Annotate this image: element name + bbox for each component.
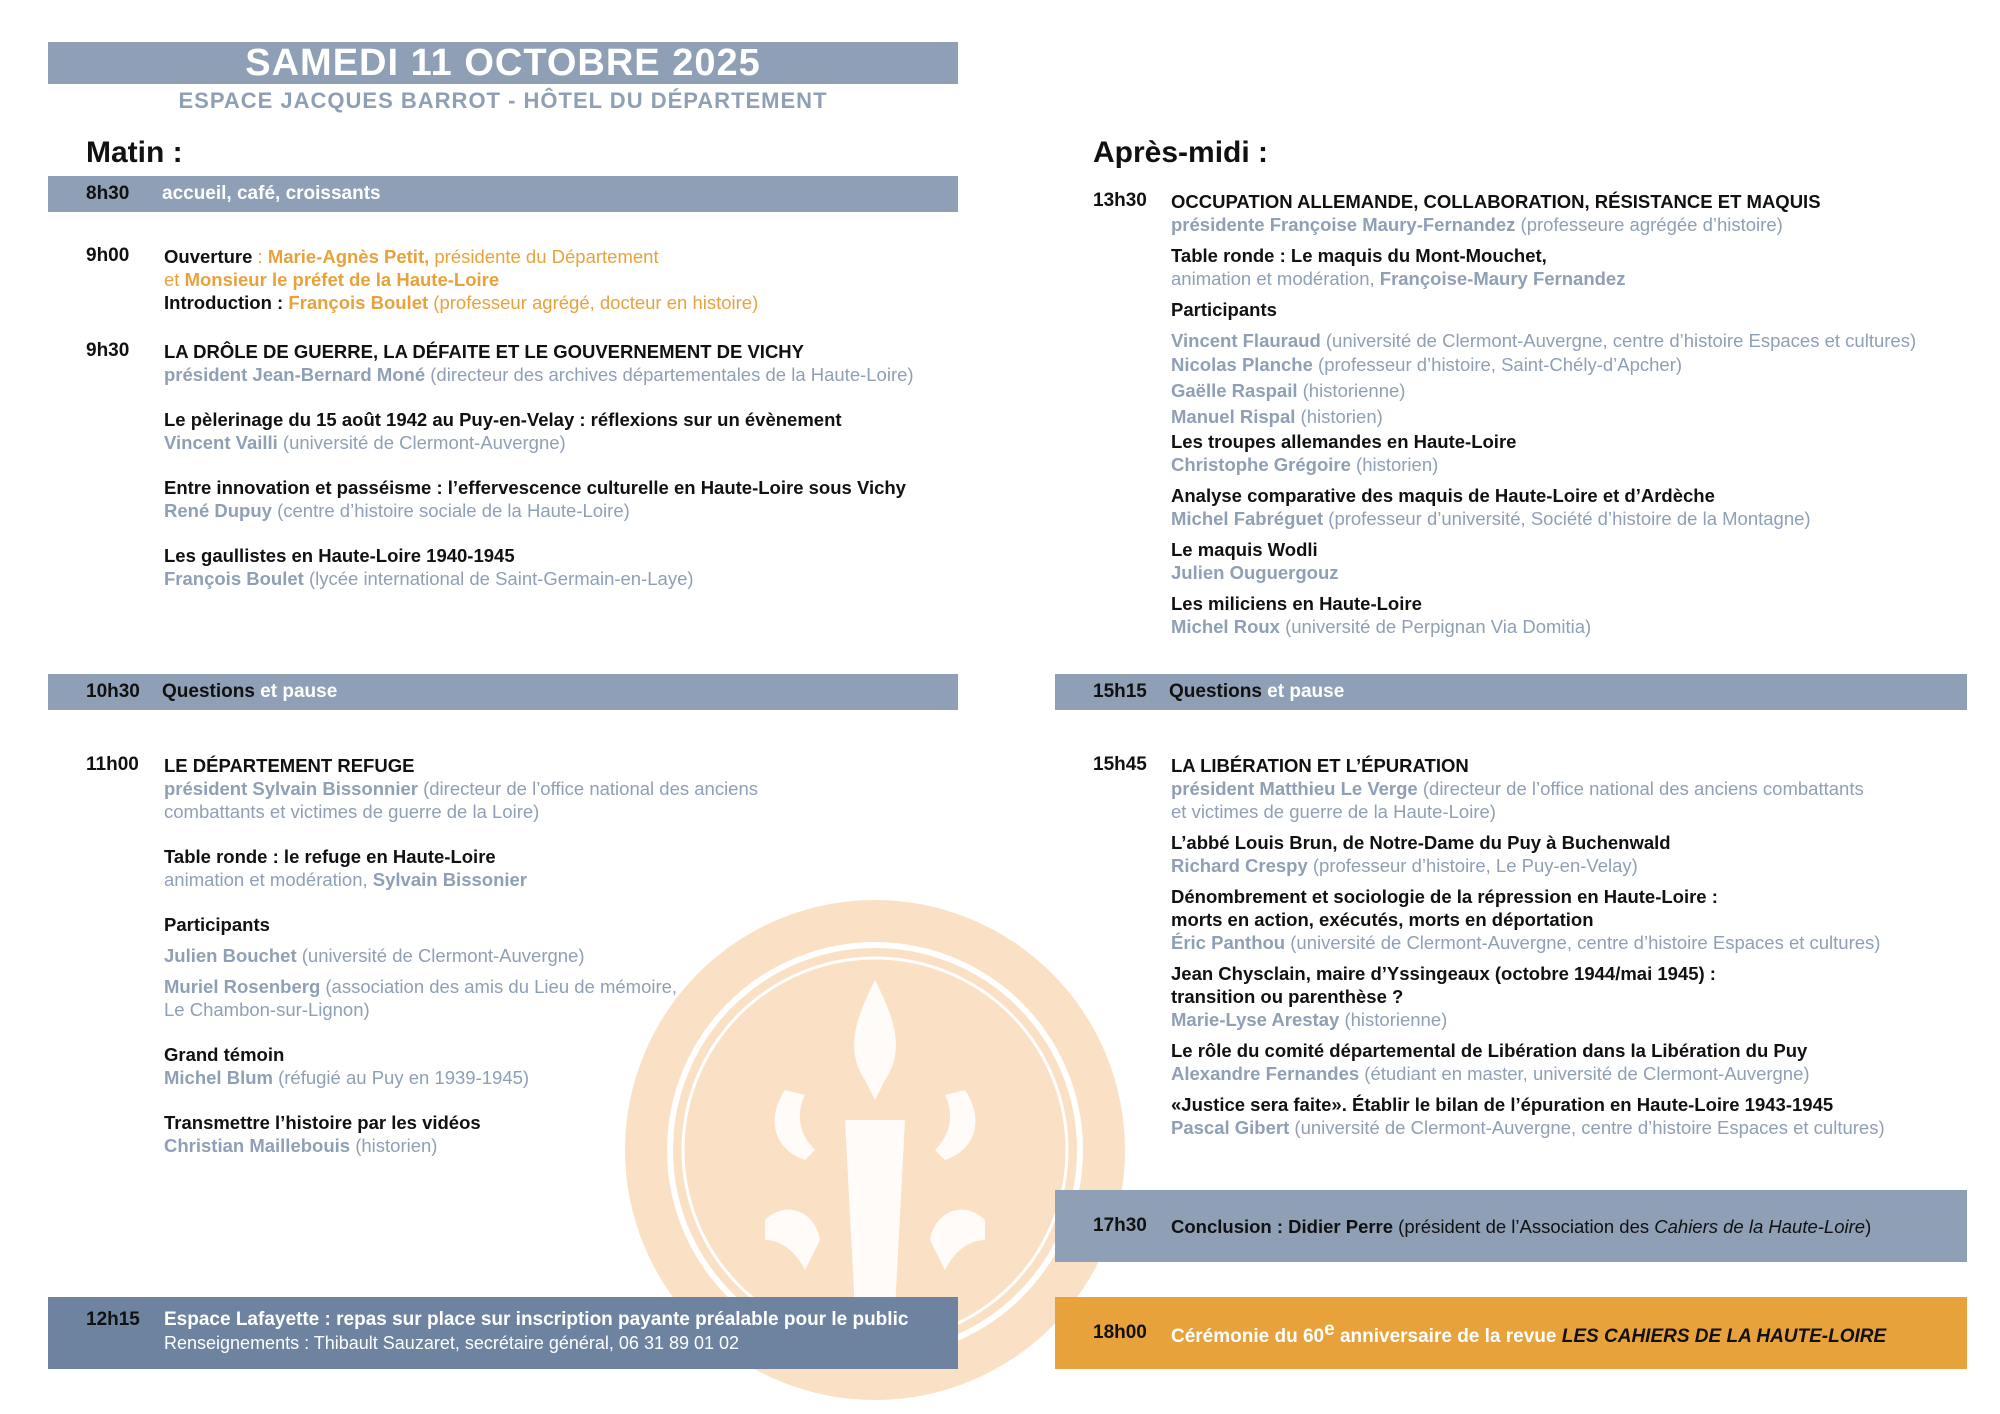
- talk-chysclain-speaker: Marie-Lyse Arestay: [1171, 1009, 1340, 1030]
- occupation-time: 13h30: [1093, 190, 1147, 211]
- occupation-table-ronde: Table ronde : Le maquis du Mont-Mouchet,: [1171, 245, 1547, 266]
- grand-temoin-label: Grand témoin: [164, 1044, 285, 1065]
- morning-pause-bar: [48, 674, 958, 710]
- morning-pause-label: et pause: [254, 681, 338, 702]
- intro-speaker: François Boulet: [283, 292, 429, 313]
- participant-rosenberg: Muriel Rosenberg: [164, 976, 321, 997]
- talk-wodli-speaker: Julien Ouguergouz: [1171, 562, 1339, 583]
- conclusion-role-italic: Cahiers de la Haute-Loire: [1654, 1215, 1866, 1237]
- liberation-president: président Matthieu Le Verge: [1171, 778, 1418, 799]
- conclusion-role-a: (président de l’Association des: [1393, 1215, 1655, 1237]
- talk-repression-speaker: Éric Panthou: [1171, 932, 1286, 953]
- participant-raspail-role: (historienne): [1297, 380, 1406, 401]
- lunch-bar: [48, 1297, 958, 1369]
- talk-troupes: Les troupes allemandes en Haute-Loire: [1171, 431, 1517, 452]
- talk-justice: «Justice sera faite». Établir le bilan de l’épuration en Haute-Loire 1943-1945: [1171, 1094, 1834, 1115]
- grand-temoin-name: Michel Blum: [164, 1067, 273, 1088]
- ceremony-label-a: Cérémonie du 60: [1171, 1326, 1325, 1348]
- conclusion-time: 17h30: [1093, 1215, 1147, 1236]
- participant-rosenberg-role: (association des amis du Lieu de mémoire,: [320, 976, 678, 997]
- refuge-table-ronde-label: Table ronde: [164, 846, 268, 867]
- talk-videos-speaker: Christian Maillebouis: [164, 1135, 351, 1156]
- occupation-president: présidente Françoise Maury-Fernandez: [1171, 214, 1516, 235]
- talk-troupes-speaker: Christophe Grégoire: [1171, 454, 1351, 475]
- ceremony-revue-name: LES CAHIERS DE LA HAUTE-LOIRE: [1561, 1326, 1887, 1348]
- morning-title: Matin :: [86, 136, 183, 169]
- participant-bouchet: Julien Bouchet: [164, 945, 297, 966]
- participant-bouchet-role: (université de Clermont-Auvergne): [296, 945, 585, 966]
- participant-planche: Nicolas Planche: [1171, 354, 1313, 375]
- liberation-title: LA LIBÉRATION ET L’ÉPURATION: [1171, 755, 1469, 776]
- talk-comite: Le rôle du comité départemental de Libération dans la Libération du Puy: [1171, 1040, 1808, 1061]
- session-vichy: [86, 340, 966, 590]
- talk-culture-role: (centre d’histoire sociale de la Haute-Loire): [271, 500, 630, 521]
- occupation-president-role: (professeure agrégée d’histoire): [1515, 214, 1783, 235]
- ceremony-bar: [1055, 1297, 1967, 1369]
- participant-rosenberg-role-2: Le Chambon-sur-Lignon): [164, 999, 370, 1020]
- lunch-label: Espace Lafayette : repas sur place sur inscription payante préalable pour le public: [164, 1309, 909, 1330]
- opening-speaker: Marie-Agnès Petit,: [267, 246, 430, 267]
- welcome-bar: [48, 176, 958, 212]
- lunch-contact: Renseignements : Thibault Sauzaret, secrétaire général, 06 31 89 01 02: [164, 1333, 740, 1353]
- talk-comite-speaker: Alexandre Fernandes: [1171, 1063, 1360, 1084]
- talk-miliciens-role: (université de Perpignan Via Domitia): [1279, 616, 1592, 637]
- talk-pelerinage: Le pèlerinage du 15 août 1942 au Puy-en-Velay : réflexions sur un évènement: [164, 409, 842, 430]
- talk-justice-speaker: Pascal Gibert: [1171, 1117, 1290, 1138]
- participant-rispal-role: (historien): [1295, 406, 1383, 427]
- opening-sep: :: [252, 246, 268, 267]
- refuge-participants-label: Participants: [164, 914, 270, 935]
- vichy-president: président Jean-Bernard Moné: [164, 364, 426, 385]
- morning-pause-time: 10h30: [86, 681, 140, 702]
- refuge-time: 11h00: [86, 754, 139, 775]
- talk-videos-role: (historien): [350, 1135, 438, 1156]
- liberation-president-role: (directeur de l’office national des anciens combattants: [1417, 778, 1864, 799]
- talk-chysclain: Jean Chysclain, maire d’Yssingeaux (octobre 1944/mai 1945) :: [1171, 963, 1716, 984]
- session-liberation: [1093, 754, 1973, 1139]
- talk-gaullistes-speaker: François Boulet: [164, 568, 304, 589]
- talk-justice-role: (université de Clermont-Auvergne, centre d’histoire Espaces et cultures): [1289, 1117, 1885, 1138]
- talk-miliciens-speaker: Michel Roux: [1171, 616, 1280, 637]
- participant-planche-role: (professeur d’histoire, Saint-Chély-d’Apcher): [1312, 354, 1683, 375]
- talk-repression-role: (université de Clermont-Auvergne, centre d’histoire Espaces et cultures): [1285, 932, 1881, 953]
- conclusion-role-b: ): [1865, 1215, 1872, 1237]
- participant-flauraud-role: (université de Clermont-Auvergne, centre d’histoire Espaces et cultures): [1320, 330, 1917, 351]
- talk-videos: Transmettre l’histoire par les vidéos: [164, 1112, 481, 1133]
- liberation-president-role-2: et victimes de guerre de la Haute-Loire): [1171, 801, 1496, 822]
- afternoon-pause-bar: [1055, 674, 1967, 710]
- refuge-table-ronde-title: : le refuge en Haute-Loire: [267, 846, 496, 867]
- refuge-animation-name: Sylvain Bissonier: [367, 869, 527, 890]
- talk-repression: Dénombrement et sociologie de la répression en Haute-Loire :: [1171, 886, 1718, 907]
- talk-troupes-role: (historien): [1350, 454, 1439, 475]
- lunch-time: 12h15: [86, 1309, 140, 1330]
- talk-culture-speaker: René Dupuy: [164, 500, 272, 521]
- afternoon-questions: Questions: [1169, 681, 1262, 702]
- ceremony-label-b: anniversaire de la revue: [1334, 1326, 1562, 1348]
- welcome-time: 8h30: [86, 183, 130, 204]
- opening-label: Ouverture: [164, 246, 253, 267]
- conclusion-bar: [1055, 1190, 1967, 1262]
- grand-temoin-role: (réfugié au Puy en 1939-1945): [272, 1067, 530, 1088]
- date-banner: SAMEDI 11 OCTOBRE 2025: [48, 42, 958, 84]
- refuge-title: LE DÉPARTEMENT REFUGE: [164, 755, 415, 776]
- talk-maquis-comparatif-speaker: Michel Fabréguet: [1171, 508, 1324, 529]
- occupation-participants-label: Participants: [1171, 299, 1277, 320]
- opening-prefet: Monsieur le préfet de la Haute-Loire: [184, 269, 500, 290]
- occupation-title: OCCUPATION ALLEMANDE, COLLABORATION, RÉSISTANCE ET MAQUIS: [1171, 191, 1821, 212]
- talk-wodli: Le maquis Wodli: [1171, 539, 1318, 560]
- talk-miliciens: Les miliciens en Haute-Loire: [1171, 593, 1422, 614]
- vichy-title: LA DRÔLE DE GUERRE, LA DÉFAITE ET LE GOUVERNEMENT DE VICHY: [164, 341, 805, 362]
- venue-subtitle: ESPACE JACQUES BARROT - HÔTEL DU DÉPARTEMENT: [178, 88, 828, 113]
- vichy-president-role: (directeur des archives départementales de la Haute-Loire): [425, 364, 914, 385]
- talk-maquis-comparatif: Analyse comparative des maquis de Haute-Loire et d’Ardèche: [1171, 485, 1715, 506]
- opening-time: 9h00: [86, 245, 130, 266]
- intro-label: Introduction :: [164, 292, 284, 313]
- participant-rispal: Manuel Rispal: [1171, 406, 1296, 427]
- participant-flauraud: Vincent Flauraud: [1171, 330, 1321, 351]
- occupation-animation-name: Françoise-Maury Fernandez: [1374, 268, 1626, 289]
- ceremony-sup: e: [1324, 1318, 1335, 1340]
- talk-chysclain-role: (historienne): [1339, 1009, 1448, 1030]
- welcome-label: accueil, café, croissants: [162, 183, 381, 204]
- talk-pelerinage-speaker: Vincent Vailli: [164, 432, 278, 453]
- occupation-animation: animation et modération,: [1171, 268, 1375, 289]
- talk-pelerinage-role: (université de Clermont-Auvergne): [277, 432, 566, 453]
- talk-gaullistes-role: (lycée international de Saint-Germain-en-Laye): [303, 568, 694, 589]
- morning-questions: Questions: [162, 681, 255, 702]
- session-occupation: [1093, 190, 1973, 638]
- vichy-time: 9h30: [86, 340, 130, 361]
- afternoon-title: Après-midi :: [1093, 136, 1269, 169]
- talk-culture: Entre innovation et passéisme : l’effervescence culturelle en Haute-Loire sous Vichy: [164, 477, 906, 498]
- refuge-president-role-2: combattants et victimes de guerre de la Loire): [164, 801, 540, 822]
- talk-comite-role: (étudiant en master, université de Clermont-Auvergne): [1359, 1063, 1810, 1084]
- session-opening: [86, 245, 966, 314]
- talk-brun-role: (professeur d’histoire, Le Puy-en-Velay): [1307, 855, 1638, 876]
- talk-brun-speaker: Richard Crespy: [1171, 855, 1308, 876]
- intro-speaker-role: (professeur agrégé, docteur en histoire): [428, 292, 759, 313]
- opening-et: et: [164, 269, 185, 290]
- afternoon-pause-label: et pause: [1261, 681, 1345, 702]
- afternoon-pause-time: 15h15: [1093, 681, 1147, 702]
- talk-repression-2: morts en action, exécutés, morts en déportation: [1171, 909, 1594, 930]
- talk-chysclain-2: transition ou parenthèse ?: [1171, 986, 1404, 1007]
- liberation-time: 15h45: [1093, 754, 1147, 775]
- talk-gaullistes: Les gaullistes en Haute-Loire 1940-1945: [164, 545, 515, 566]
- participant-raspail: Gaëlle Raspail: [1171, 380, 1298, 401]
- session-refuge: [86, 754, 966, 1157]
- refuge-president: président Sylvain Bissonnier: [164, 778, 418, 799]
- refuge-animation: animation et modération,: [164, 869, 368, 890]
- ceremony-time: 18h00: [1093, 1322, 1147, 1343]
- refuge-president-role: (directeur de l’office national des anciens: [417, 778, 759, 799]
- opening-speaker-role: présidente du Département: [429, 246, 659, 267]
- conclusion-label: Conclusion : Didier Perre: [1171, 1215, 1394, 1237]
- talk-brun: L’abbé Louis Brun, de Notre-Dame du Puy à Buchenwald: [1171, 832, 1671, 853]
- talk-maquis-comparatif-role: (professeur d’université, Société d’histoire de la Montagne): [1323, 508, 1811, 529]
